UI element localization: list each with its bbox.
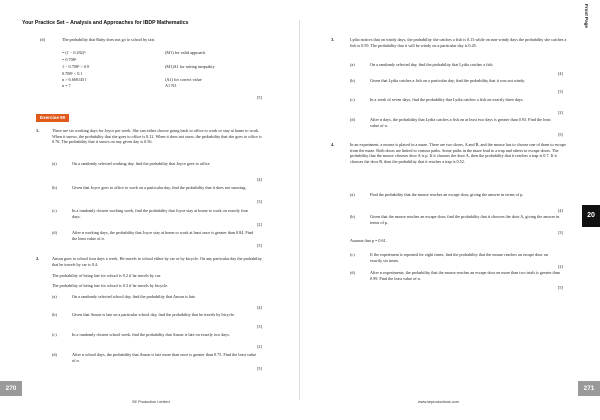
- question-stem: Anson goes to school four days a week. He travels to school either by car or by bicycle. On any particular day the probability that he travels by car is 0.4.: [52, 256, 262, 267]
- part-text: In a randomly chosen school week, find the probability that Anson is late on exactly two days.: [72, 332, 230, 337]
- part-text: After n days, the probability that Lydia catches a fish on at least two days is greater than 0.93. Find the least value of n.: [370, 117, 551, 128]
- part-label: (a): [52, 161, 57, 166]
- page-number: 270: [0, 381, 22, 396]
- footer-text: www.seproductions.com: [418, 400, 459, 404]
- part-text: Given that Joyce goes to office to work on a particular day, find the probability that it does not snowing.: [72, 185, 247, 190]
- part-marks: [3]: [257, 324, 262, 329]
- part-marks: [3]: [558, 89, 563, 94]
- part-text: On a randomly selected school day, find the probability that Anson is late.: [72, 294, 196, 299]
- cont-step: = 0.708ⁿ: [62, 57, 77, 62]
- question-info: The probability of being late for school is 0.2 if he travels by car.: [52, 273, 161, 278]
- question-number: 2.: [36, 256, 40, 261]
- cont-mark: A1 N3: [165, 83, 177, 88]
- chapter-tab: 20: [582, 205, 600, 227]
- part-text: Given that Anson is late on a particular school day, find the probability that he travels by bicycle.: [72, 312, 235, 317]
- part-label: (d): [350, 117, 355, 122]
- part-marks: [5]: [257, 243, 262, 248]
- part-label: (a): [350, 62, 355, 67]
- cont-step: n > 6.668145 l: [62, 77, 87, 82]
- part-text: In a randomly chosen working week, find the probability that Joyce stay at home to work on exactly four days.: [72, 208, 248, 219]
- part-label: (d): [350, 270, 355, 275]
- part-label: (b): [52, 312, 57, 317]
- part-text: Given that the mouse reaches an escape door, find the probability that it chooses the door A, giving the answer in terms of p.: [370, 214, 560, 225]
- part-label: (b): [52, 185, 57, 190]
- part-marks: [3]: [257, 199, 262, 204]
- part-marks: [5]: [257, 366, 262, 371]
- cont-step: 0.708ⁿ < 0.1: [62, 71, 83, 76]
- assumption: Assume that p = 0.61.: [350, 238, 387, 243]
- question-number: 1.: [36, 128, 40, 133]
- part-marks: [5]: [558, 285, 563, 290]
- part-label: (c): [52, 208, 57, 213]
- footer-text: SE Production Limited: [132, 400, 170, 404]
- cont-label: (d): [40, 37, 45, 42]
- part-text: Find the probability that the mouse reaches an escape door, giving the answer in terms of p.: [370, 192, 524, 197]
- question-number: 4.: [331, 142, 335, 147]
- part-marks: [2]: [257, 222, 262, 227]
- part-marks: [2]: [558, 110, 563, 115]
- part-text: After n school days, the probability that Anson is late more than once is greater than 0.75. Find the least value of n.: [72, 352, 257, 363]
- part-text: If the experiment is repeated for eight times, find the probability that the mouse reaches an escape door on exactly six times.: [370, 252, 549, 263]
- part-label: (c): [52, 332, 57, 337]
- part-label: (d): [52, 352, 57, 357]
- part-label: (a): [52, 294, 57, 299]
- part-text: After n experiments, the probability that the mouse reaches an escape door on more than two trials is greater than 0.99. Find the least value of n.: [370, 270, 560, 281]
- part-text: On a randomly selected working day, find the probability that Joyce goes to office: [72, 161, 210, 166]
- part-marks: [3]: [558, 230, 563, 235]
- part-marks: [2]: [257, 344, 262, 349]
- cont-question: The probability that Ruby does not go to school by taxi: [62, 37, 155, 42]
- exercise-label: Exercise 90: [36, 114, 69, 122]
- part-marks: [5]: [558, 132, 563, 137]
- cont-step: = (1 − 0.292)ⁿ: [62, 50, 86, 55]
- cont-marks: [5]: [257, 95, 262, 100]
- part-label: (d): [52, 230, 57, 235]
- part-text: On a randomly selected day, find the probability that Lydia catches a fish.: [370, 62, 494, 67]
- cont-mark: (M1) for valid approach: [165, 50, 206, 55]
- part-marks: [2]: [558, 264, 563, 269]
- part-marks: [4]: [257, 305, 262, 310]
- part-label: (b): [350, 214, 355, 219]
- part-marks: [4]: [558, 71, 563, 76]
- question-stem: In an experiment, a mouse is placed in a maze. There are two doors, A and B, and the mouse has to choose one of them to escape from the maze. Both doors are linked to various paths. Some paths in the maze lead to a trap and others to escape doors. The probability that the mouse chooses door A is p. If it chooses the door A, then the probability that it reaches a trap is 0.7. If it chooses the door B, then the probability that it reaches a trap is 0.52.: [350, 142, 566, 164]
- cont-mark: (M1)A1 for setting inequality: [165, 64, 215, 69]
- book-title: Your Practice Set – Analysis and Approaches for IBDP Mathematics: [22, 20, 189, 26]
- part-label: (c): [350, 252, 355, 257]
- part-marks: [4]: [257, 177, 262, 182]
- question-stem: There are six working days for Joyce per week. She can either choose going back to office to work or stay at home to work. When it snows, the probability that she goes to office is 0.12. When it does not snow, the probability that she goes to office is 0.76. The probability that it snows on any given day is 0.56.: [52, 128, 262, 145]
- part-marks: [4]: [558, 208, 563, 213]
- question-info: The probability of being late for school is 0.3 if he travels by bicycle.: [52, 283, 169, 288]
- cont-step: n = 7: [62, 83, 71, 88]
- cont-step: 1 − 0.708ⁿ > 0.9: [62, 64, 89, 69]
- cont-mark: (A1) for correct value: [165, 77, 202, 82]
- part-label: (b): [350, 78, 355, 83]
- page-number: 271: [578, 381, 600, 396]
- question-stem: Lydia notices that on windy days, the probability she catches a fish is 0.13 while on non-windy days the probability she catches a fish is 0.59. The probability that it will be windy on a particular day is 0.45.: [350, 37, 567, 48]
- part-text: After n working days, the probability that Joyce stay at home to work at least once is greater than 0.84. Find the least value of n.: [72, 230, 254, 241]
- question-number: 3.: [331, 37, 335, 42]
- part-text: Given that Lydia catches a fish on a particular day, find the probability that it was not windy.: [370, 78, 526, 83]
- part-label: (c): [350, 97, 355, 102]
- part-text: In a week of seven days, find the probability that Lydia catches a fish on exactly three days.: [370, 97, 524, 102]
- page-gutter: [299, 20, 300, 400]
- side-label: Front Page: [584, 4, 589, 28]
- part-label: (a): [350, 192, 355, 197]
